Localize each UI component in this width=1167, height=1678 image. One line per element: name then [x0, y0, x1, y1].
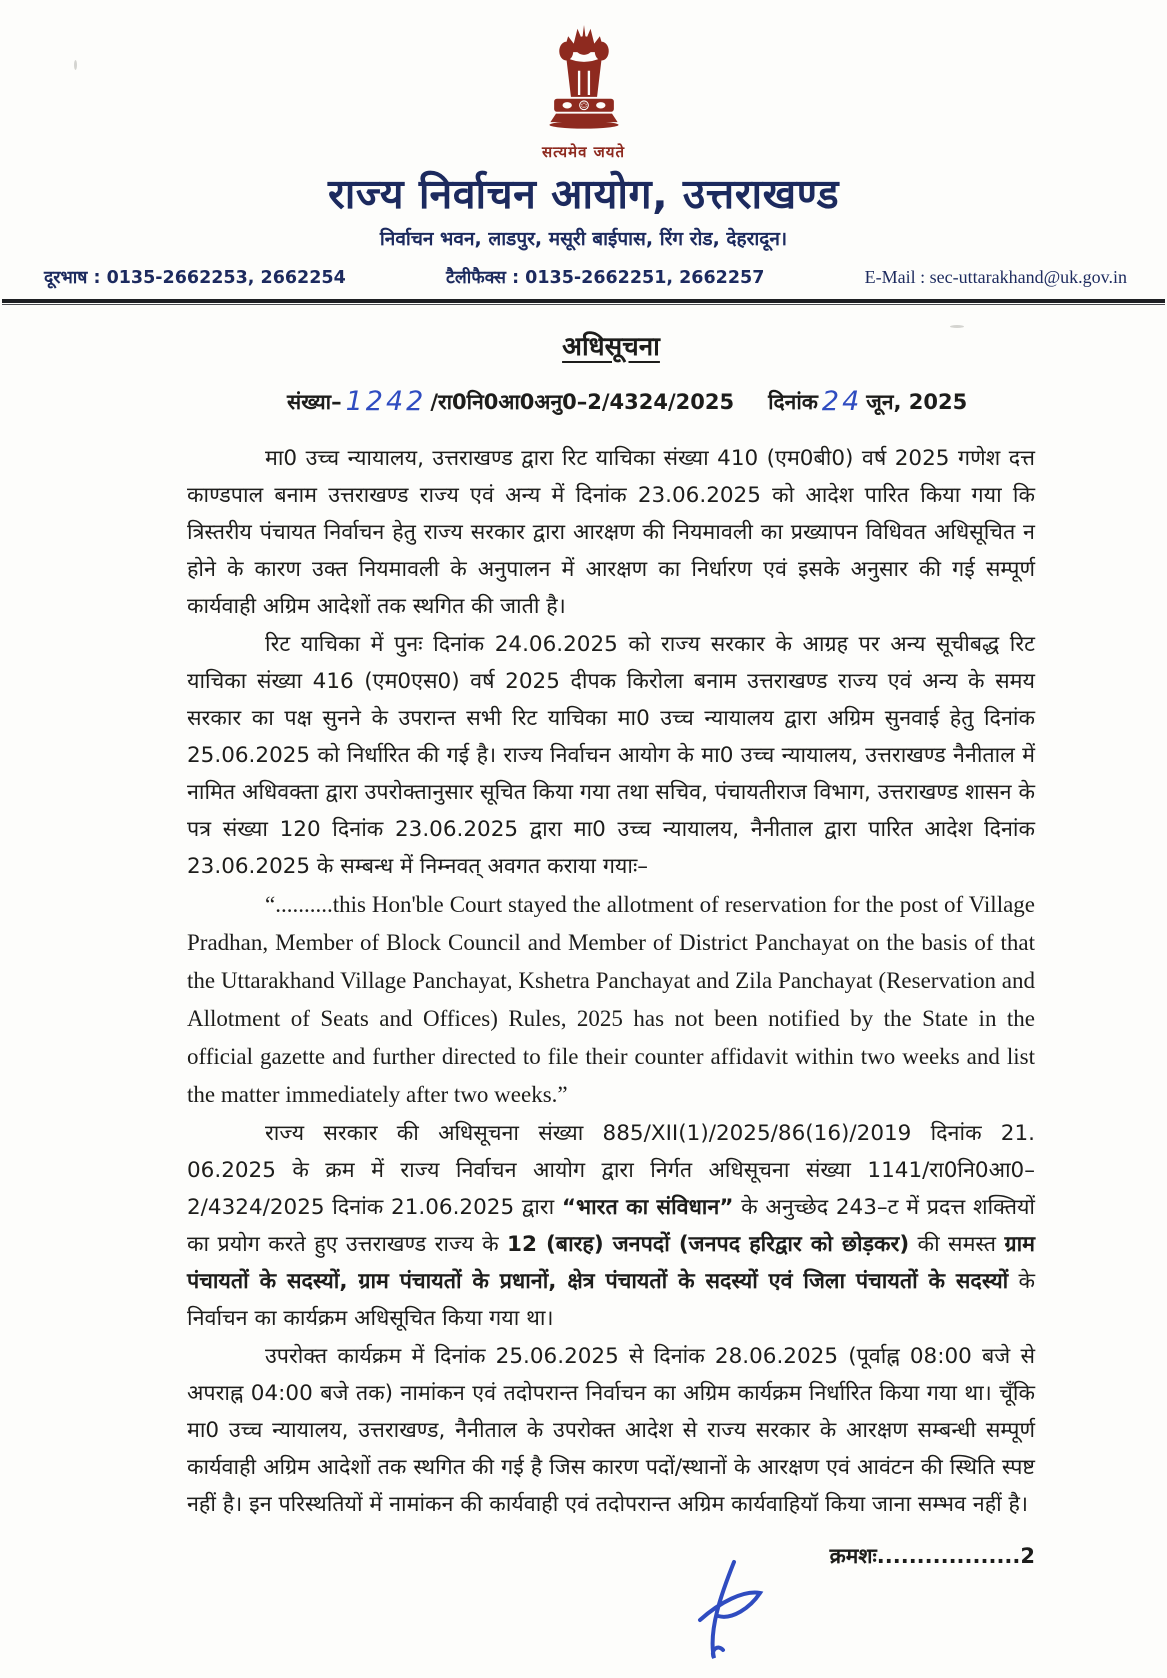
notification-number-line [287, 385, 1035, 416]
org-name: राज्य निर्वाचन आयोग, उत्तराखण्ड [327, 170, 840, 218]
notification-body [187, 327, 1035, 1523]
paragraph-english-quote: “..........this Hon'ble Court stayed the allotment of reservation for the post of Village Pradhan, Member of Block Council and Member of District Panchayat on the basis of that the Uttarakhand Village Panchayat, Kshetra Panchayat and Zila Panchayat (Reservation and Allotment of Seats and Offices) Rules, 2025 has not been notified by the State in the official gazette and further directed to file their counter affidavit within two weeks and list the matter immediately after two weeks.” [187, 892, 1035, 1108]
emblem-motto: सत्यमेव जयते [541, 143, 626, 161]
paragraph-court-order: मा0 उच्च न्यायालय, उत्तराखण्ड द्वारा रिट याचिका संख्या 410 (एम0बी0) वर्ष 2025 गणेश दत्त काण्डपाल बनाम उत्तराखण्ड राज्य एवं अन्य में दिनांक 23.06.2025 को आदेश पारित किया गया कि त्रिस्तरीय पंचायत निर्वाचन हेतु राज्य सरकार द्वारा आरक्षण की नियमावली का प्रख्यापन विधिवत अधिसूचित न होने के कारण उक्त नियमावली के अनुपालन में आरक्षण का निर्धारण एवं इसके अनुसार की गई सम्पूर्ण कार्यवाही अग्रिम आदेशों तक स्थगित की जाती है। [187, 446, 1035, 620]
contact-row [0, 251, 1167, 289]
continuation-marker: क्रमशः..................2 [829, 1544, 1035, 1568]
date-rest: जून, 2025 [866, 390, 968, 415]
notification-heading: अधिसूचना [562, 332, 660, 363]
number-prefix: संख्या– [287, 390, 342, 415]
date-label: दिनांक [768, 390, 818, 415]
national-emblem-icon [528, 22, 640, 140]
email-address: E-Mail : sec-uttarakhand@uk.gov.in [864, 267, 1127, 288]
org-address: निर्वाचन भवन, लाडपुर, मसूरी बाईपास, रिंग रोड, देहरादून। [379, 228, 788, 251]
fax-number: टैलीफैक्स : 0135-2662251, 2662257 [446, 268, 765, 289]
handwritten-date: 24 [821, 386, 863, 418]
handwritten-number: 1242 [345, 386, 427, 418]
paragraph-writ-hearing: रिट याचिका में पुनः दिनांक 24.06.2025 को राज्य सरकार के आग्रह पर अन्य सूचीबद्ध रिट याचिका संख्या 416 (एम0एस0) वर्ष 2025 दीपक किरोला बनाम उत्तराखण्ड राज्य एवं अन्य के समय सरकार का पक्ष सुनने के उपरान्त सभी रिट याचिका मा0 उच्च न्यायालय द्वारा अग्रिम सुनवाई हेतु दिनांक 25.06.2025 को निर्धारित की गई है। राज्य निर्वाचन आयोग के मा0 उच्च न्यायालय, उत्तराखण्ड नैनीताल में नामित अधिवक्ता द्वारा उपरोक्तानुसार सूचित किया गया तथा सचिव, पंचायतीराज विभाग, उत्तराखण्ड शासन के पत्र संख्या 120 दिनांक 23.06.2025 द्वारा मा0 उच्च न्यायालय, नैनीताल द्वारा पारित आदेश दिनांक 23.06.2025 के सम्बन्ध में निम्नवत् अवगत कराया गयाः– [187, 632, 1035, 880]
header-divider [2, 299, 1165, 305]
signature-icon [688, 1558, 778, 1670]
paragraph-notification-ref: राज्य सरकार की अधिसूचना संख्या 885/XII(1)/2025/86(16)/2019 दिनांक 21. 06.2025 के क्रम में राज्य निर्वाचन आयोग द्वारा निर्गत अधिसूचना संख्या 1141/रा0नि0आ0–2/4324/2025 दिनांक 21.06.2025 द्वारा “भारत का संविधान” के अनुच्छेद 243–ट में प्रदत्त शक्तियों का प्रयोग करते हुए उत्तराखण्ड राज्य के 12 (बारह) जनपदों (जनपद हरिद्वार को छोड़कर) की समस्त ग्राम पंचायतों के सदस्यों, ग्राम पंचायतों के प्रधानों, क्षेत्र पंचायतों के सदस्यों एवं जिला पंचायतों के सदस्यों के निर्वाचन का कार्यक्रम अधिसूचित किया गया था। [187, 1121, 1036, 1332]
paragraph-schedule-stay: उपरोक्त कार्यक्रम में दिनांक 25.06.2025 से दिनांक 28.06.2025 (पूर्वाह्न 08:00 बजे से अपराह्न 04:00 बजे तक) नामांकन एवं तदोपरान्त निर्वाचन का अग्रिम कार्यक्रम निर्धारित किया गया था। चूँकि मा0 उच्च न्यायालय, उत्तराखण्ड, नैनीताल के उपरोक्त आदेश से राज्य सरकार के आरक्षण सम्बन्धी सम्पूर्ण कार्यवाही अग्रिम आदेशों तक स्थगित की गई है जिस कारण पदों/स्थानों के आरक्षण एवं आवंटन की स्थिति स्पष्ट नहीं है। इन परिस्थतियों में नामांकन की कार्यवाही एवं तदोपरान्त अग्रिम कार्यवाहियॉ किया जाना सम्भव नहीं है। [187, 1344, 1035, 1518]
phone-number: दूरभाष : 0135-2662253, 2662254 [44, 268, 346, 289]
number-rest: /रा0नि0आ0अनु0–2/4324/2025 [430, 390, 735, 415]
letterhead [0, 0, 1167, 305]
paragraph-block [187, 440, 1035, 1523]
